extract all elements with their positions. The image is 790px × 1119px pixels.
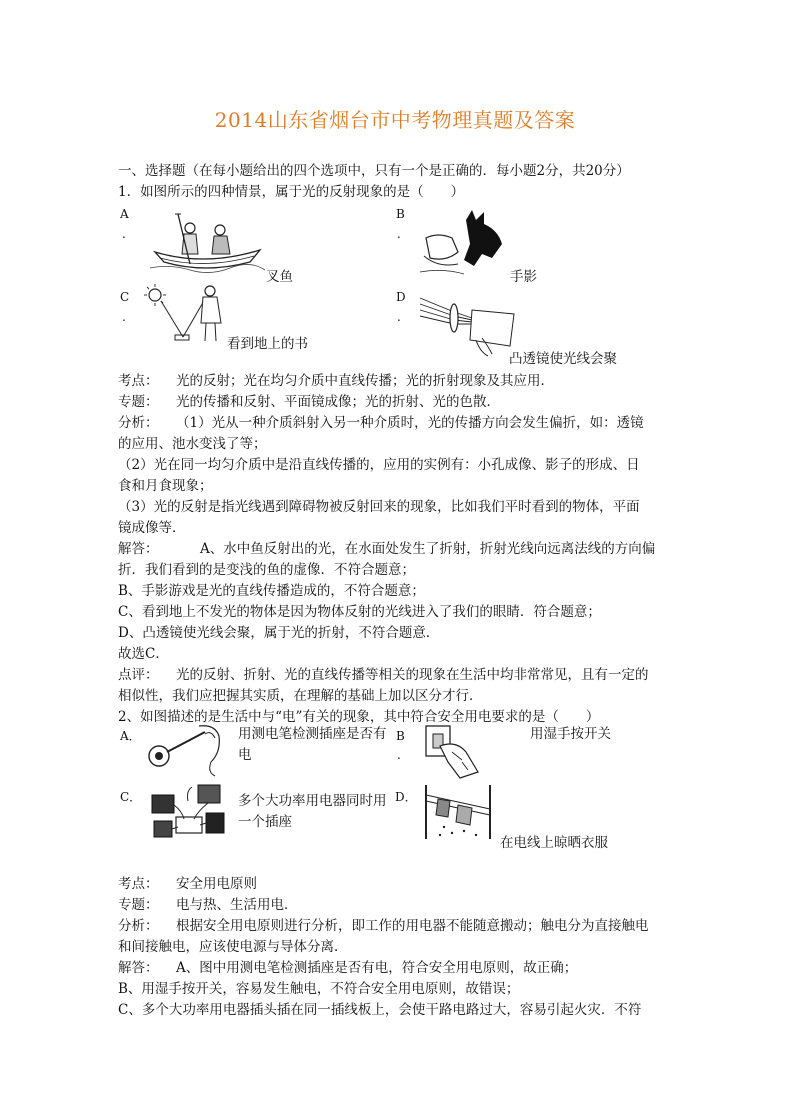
q1-jieda-line: 折．我们看到的是变浅的鱼的虚像．不符合题意； — [118, 562, 415, 578]
q2-option-a-caption-line2: 电 — [238, 747, 252, 763]
q2-option-c-caption-line2: 一个插座 — [238, 814, 292, 830]
q2-option-d-caption: 在电线上晾晒衣服 — [500, 835, 608, 851]
section-heading: 一、选择题（在每小题给出的四个选项中，只有一个是正确的．每小题2分，共20分） — [118, 163, 630, 179]
q1-figure-spearfishing — [150, 212, 265, 274]
q1-figure-hand-shadow — [418, 208, 508, 276]
q1-kaodian-text: 光的反射；光在均匀介质中直线传播；光的折射现象及其应用． — [176, 373, 554, 389]
q1-option-b-caption: 手影 — [510, 269, 537, 285]
q1-option-b-dot: . — [397, 227, 401, 241]
q1-fenxi-tag: 分析： — [118, 415, 159, 431]
q2-fenxi — [118, 915, 649, 937]
q1-dianping-line: 光的反射、折射、光的直线传播等相关的现象在生活中均非常常见，且有一定的 — [176, 667, 649, 683]
q1-option-d-caption: 凸透镜使光线会聚 — [509, 351, 617, 367]
q2-option-b-dot: . — [397, 748, 401, 762]
q2-jieda-line: A、图中用测电笔检测插座是否有电，符合安全用电原则，故正确； — [176, 960, 578, 976]
q1-stem: 1．如图所示的四种情景，属于光的反射现象的是（ ） — [118, 184, 465, 200]
q1-kaodian-tag: 考点： — [118, 373, 159, 389]
q1-dianping-line: 相似性，我们应把握其实质，在理解的基础上加以区分才行． — [118, 688, 483, 704]
q1-jieda-line: B、手影游戏是光的直线传播造成的，不符合题意； — [118, 583, 425, 599]
q2-option-d-letter: D． — [395, 790, 417, 804]
q1-figure-see-book — [143, 283, 228, 345]
q2-jieda-tag: 解答： — [118, 960, 159, 976]
q2-jieda-line: B、用湿手按开关，容易发生触电，不符合安全用电原则，故错误； — [118, 981, 520, 997]
q2-jieda-line: C、多个大功率用电器插头插在同一插线板上，会使干路电路过大，容易引起火灾．不符 — [118, 1002, 642, 1018]
q2-figure-overloaded-socket — [148, 781, 230, 843]
q1-option-c-caption: 看到地上的书 — [227, 336, 308, 352]
q1-dianping — [118, 664, 649, 686]
q2-kaodian-text: 安全用电原则 — [176, 876, 257, 892]
q1-option-d-dot: . — [397, 310, 401, 324]
q1-fenxi-line: 的应用、池水变浅了等； — [118, 436, 267, 452]
q1-fenxi-line: 食和月食现象； — [118, 478, 213, 494]
q2-figure-clothes-on-wire — [420, 783, 500, 841]
q1-zhuanti — [118, 391, 500, 413]
q2-option-a-caption-line1: 用测电笔检测插座是否有 — [238, 726, 387, 742]
q1-kaodian — [118, 370, 554, 392]
q1-jieda-line: D、凸透镜使光线会聚，属于光的折射，不符合题意． — [118, 625, 440, 641]
q2-option-b-letter: B — [396, 729, 405, 743]
q1-option-a-caption: 叉鱼 — [266, 269, 293, 285]
q2-fenxi-line: 根据安全用电原则进行分析，即工作的用电器不能随意搬动；触电分为直接触电 — [176, 918, 649, 934]
q2-jieda — [118, 957, 577, 979]
q1-option-a-dot: . — [122, 227, 126, 241]
q2-figure-test-pen — [145, 722, 225, 778]
q1-jieda — [118, 538, 655, 560]
q1-jieda-tag: 解答： — [118, 541, 159, 557]
q1-figure-convex-lens — [418, 290, 518, 360]
q1-dianping-tag: 点评： — [118, 667, 159, 683]
q2-kaodian-tag: 考点： — [118, 876, 159, 892]
q1-jieda-line: C、看到地上不发光的物体是因为物体反射的光线进入了我们的眼睛．符合题意； — [118, 604, 601, 620]
q2-fenxi-tag: 分析： — [118, 918, 159, 934]
q1-option-c-letter: C — [120, 290, 130, 304]
q1-fenxi-line: （3）光的反射是指光线遇到障碍物被反射回来的现象，比如我们平时看到的物体，平面 — [118, 499, 640, 515]
q1-option-c-dot: . — [122, 310, 126, 324]
q1-jieda-line: 故选C． — [118, 646, 169, 662]
q1-fenxi-line: 镜成像等． — [118, 520, 186, 536]
q2-zhuanti-tag: 专题： — [118, 897, 159, 913]
document-title: 2014山东省烟台市中考物理真题及答案 — [214, 108, 576, 132]
q2-option-b-caption: 用湿手按开关 — [530, 726, 611, 742]
q1-fenxi-line: （2）光在同一均匀介质中是沿直线传播的，应用的实例有：小孔成像、影子的形成、日 — [118, 457, 640, 473]
q2-option-c-letter: C． — [120, 790, 142, 804]
q1-zhuanti-text: 光的传播和反射、平面镜成像；光的折射、光的色散． — [176, 394, 500, 410]
q2-zhuanti-text: 电与热、生活用电． — [176, 897, 298, 913]
q1-zhuanti-tag: 专题： — [118, 394, 159, 410]
q2-stem: 2、如图描述的是生活中与“电”有关的现象，其中符合安全用电要求的是（ ） — [118, 709, 600, 725]
q1-fenxi-line: （1）光从一种介质斜射入另一种介质时，光的传播方向会发生偏折，如：透镜 — [176, 415, 644, 431]
q2-kaodian — [118, 873, 257, 895]
q1-option-a-letter: A — [120, 207, 129, 221]
q2-option-a-letter: A． — [120, 729, 141, 743]
q1-option-d-letter: D — [396, 290, 406, 304]
q2-fenxi-line: 和间接触电，应该使电源与导体分离． — [118, 939, 348, 955]
q1-jieda-line: A、水中鱼反射出的光，在水面处发生了折射，折射光线向远离法线的方向偏 — [200, 541, 656, 557]
q2-option-c-caption-line1: 多个大功率用电器同时用 — [238, 793, 387, 809]
q1-fenxi — [118, 412, 644, 434]
q2-figure-wet-hand-switch — [422, 722, 484, 780]
q2-zhuanti — [118, 894, 298, 916]
q1-option-b-letter: B — [396, 207, 405, 221]
